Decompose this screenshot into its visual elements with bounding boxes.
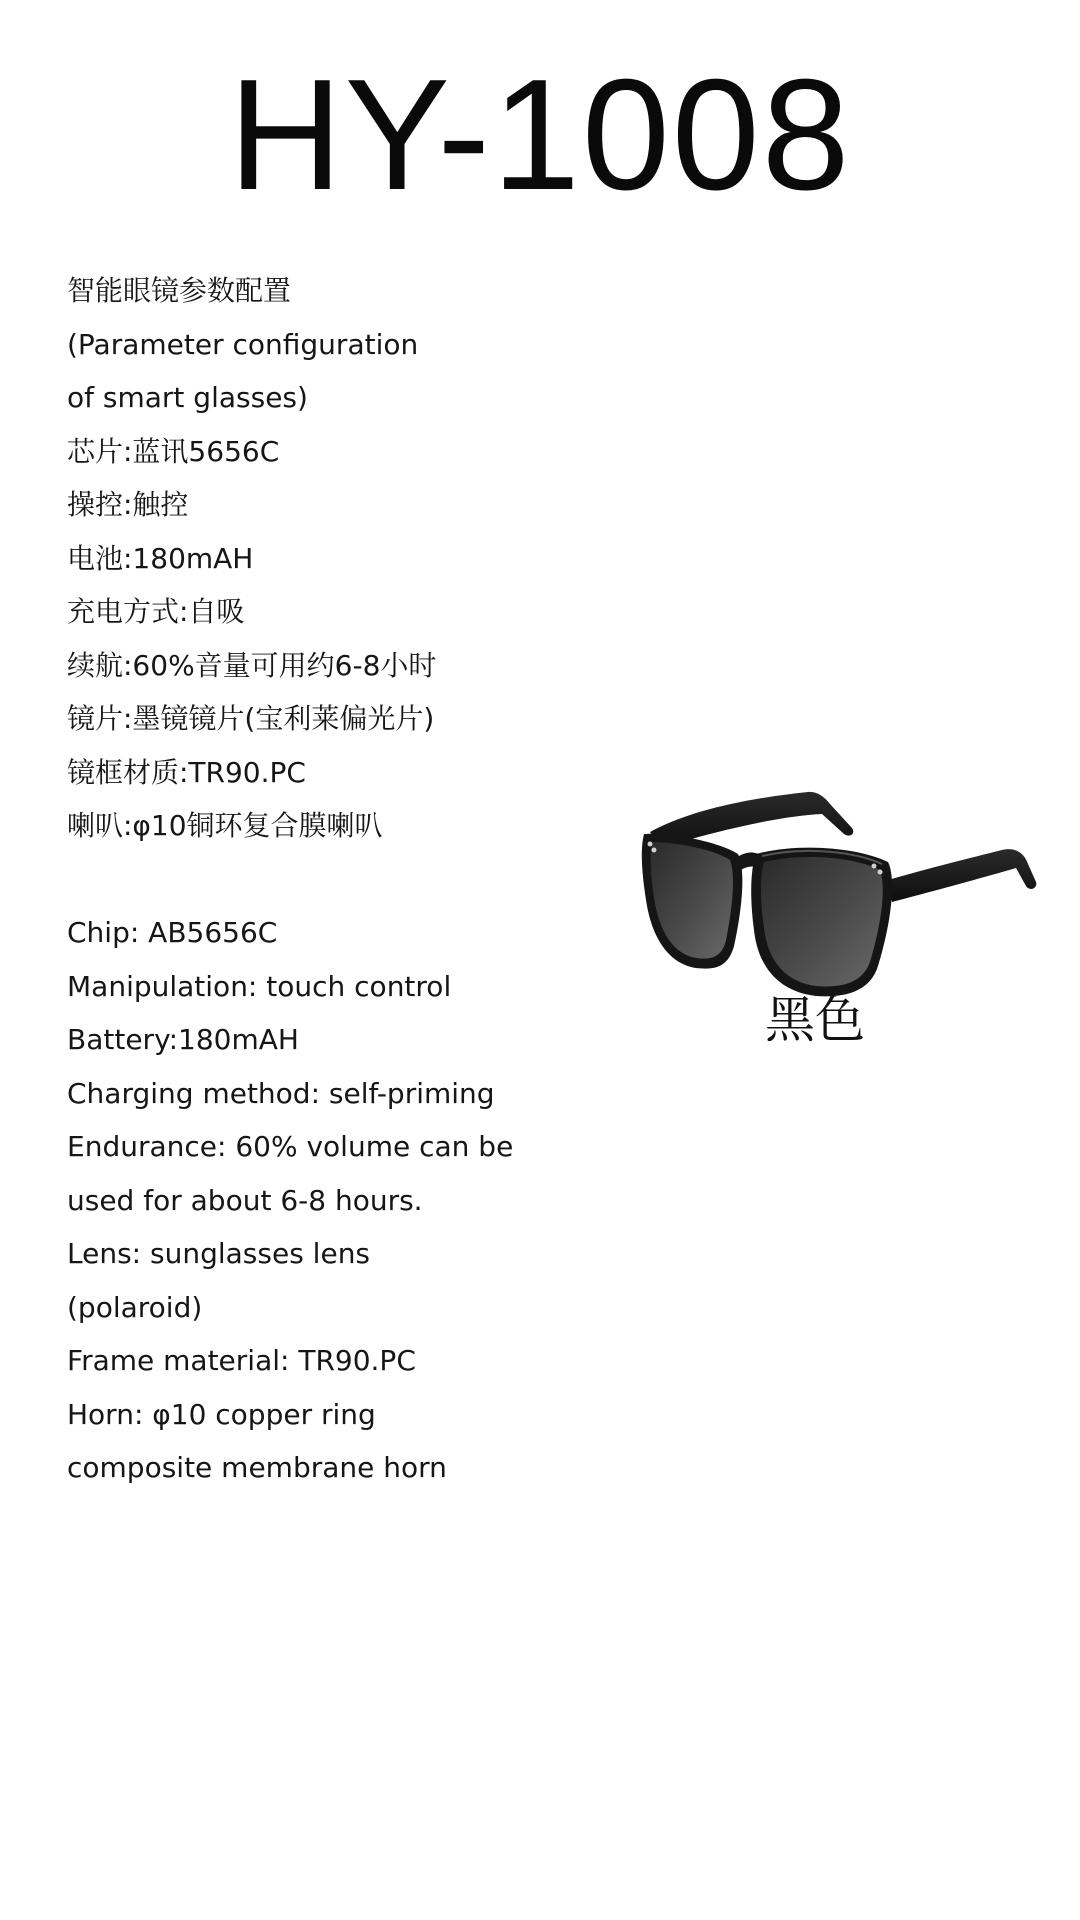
spec-line-en: (polaroid) xyxy=(67,1290,203,1324)
spec-line-zh: 镜片:墨镜镜片(宝利莱偏光片) xyxy=(67,702,435,735)
spec-line-zh: 镜框材质:TR90.PC xyxy=(67,755,306,789)
spec-line-zh: 续航:60%音量可用约6-8小时 xyxy=(67,648,437,682)
spec-gap xyxy=(67,853,587,907)
spec-line-zh: (Parameter configuration xyxy=(67,327,419,361)
spec-line-en: Battery:180mAH xyxy=(67,1023,299,1056)
spec-line-zh: 充电方式:自吸 xyxy=(67,595,245,628)
spec-line-en: Charging method: self-priming xyxy=(67,1076,495,1110)
spec-line-en: used for about 6-8 hours. xyxy=(67,1183,423,1217)
color-label: 黑色 xyxy=(765,991,865,1049)
spec-line-en: Horn: φ10 copper ring xyxy=(67,1397,376,1431)
spec-line-en: Manipulation: touch control xyxy=(67,969,452,1003)
spec-line-en: Frame material: TR90.PC xyxy=(67,1344,416,1377)
spec-line-zh: 操控:触控 xyxy=(67,488,189,521)
spec-line-zh: of smart glasses) xyxy=(67,381,308,414)
spec-line-en: Lens: sunglasses lens xyxy=(67,1237,371,1270)
spec-line-zh: 芯片:蓝讯5656C xyxy=(67,434,280,468)
spec-line-zh: 智能眼镜参数配置 xyxy=(67,274,292,307)
spec-line-en: Endurance: 60% volume can be xyxy=(67,1130,514,1163)
spec-line-en: composite membrane horn xyxy=(67,1451,447,1484)
spec-line-zh: 喇叭:φ10铜环复合膜喇叭 xyxy=(67,809,383,842)
spec-line-en: Chip: AB5656C xyxy=(67,916,278,949)
spec-list xyxy=(67,264,587,1495)
spec-line-zh: 电池:180mAH xyxy=(67,541,254,575)
product-title: HY-1008 xyxy=(228,47,852,223)
